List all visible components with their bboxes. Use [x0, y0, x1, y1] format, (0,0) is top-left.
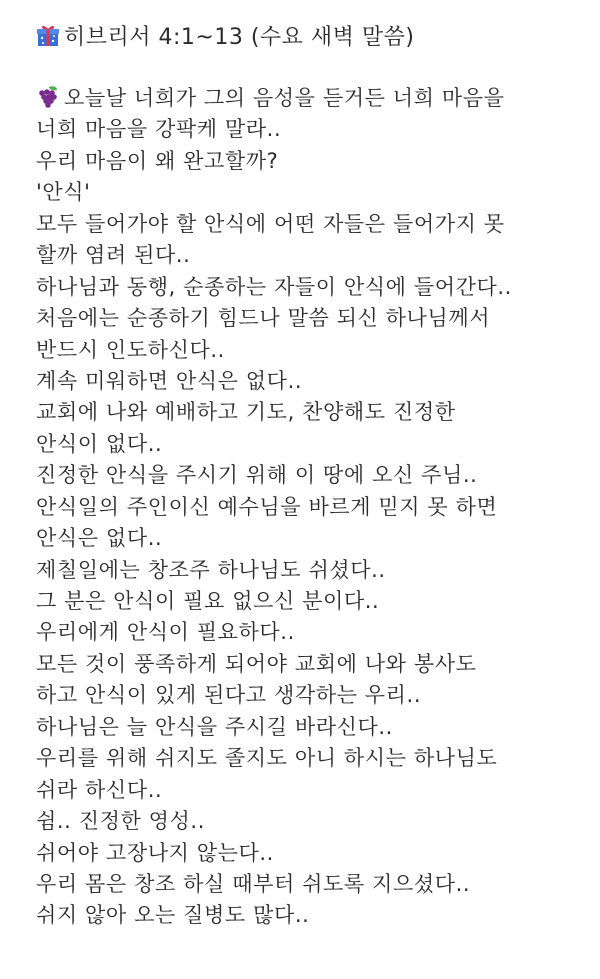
text-line [36, 555, 596, 586]
text-line-content: 하고 안식이 있게 된다고 생각하는 우리.. [36, 683, 422, 708]
text-line [36, 586, 596, 617]
text-line [36, 460, 596, 491]
header [36, 18, 415, 52]
page-title: 히브리서 4:1~13 (수요 새벽 말씀) [64, 24, 415, 50]
text-line-content: 우리 마음이 왜 완고할까? [36, 148, 279, 173]
text-line [36, 743, 596, 774]
text-line [36, 492, 596, 523]
text-line [36, 775, 596, 806]
text-line-content: 안식이 없다.. [36, 431, 163, 456]
text-line [36, 114, 596, 145]
text-line [36, 649, 596, 680]
text-line [36, 83, 596, 114]
text-line-content: 반드시 인도하신다.. [36, 337, 225, 362]
text-line-content: 처음에는 순종하기 힘드나 말씀 되신 하나님께서 [36, 306, 491, 331]
text-line-content: 쉬어야 고장나지 않는다.. [36, 840, 274, 865]
text-line [36, 366, 596, 397]
text-line [36, 523, 596, 554]
gift-icon [36, 23, 60, 47]
text-line [36, 429, 596, 460]
text-line-content: 너희 마음을 강팍케 말라.. [36, 117, 282, 142]
text-line [36, 869, 596, 900]
text-line [36, 712, 596, 743]
text-line-content: 쉼.. 진정한 영성.. [36, 809, 205, 834]
text-line-content: 제칠일에는 창조주 하나님도 쉬셨다.. [36, 557, 386, 582]
text-line-content: 우리 몸은 창조 하실 때부터 쉬도록 지으셨다.. [36, 871, 471, 896]
text-line [36, 303, 596, 334]
text-line [36, 617, 596, 648]
grape-icon [36, 85, 60, 109]
text-line-content: 하나님은 늘 안식을 주시길 바라신다.. [36, 714, 393, 739]
text-line-content: 쉬라 하신다.. [36, 777, 163, 802]
text-line [36, 209, 596, 240]
text-line [36, 838, 596, 869]
text-line-content: 안식은 없다.. [36, 526, 163, 551]
text-line [36, 806, 596, 837]
text-line-content: 모두 들어가야 할 안식에 어떤 자들은 들어가지 못 [36, 211, 505, 236]
text-line [36, 272, 596, 303]
text-line [36, 146, 596, 177]
text-line-content: 오늘날 너희가 그의 음성을 듣거든 너희 마음을 [64, 86, 505, 110]
sermon-notes [36, 83, 596, 932]
text-line-content: 모든 것이 풍족하게 되어야 교회에 나와 봉사도 [36, 651, 477, 676]
text-line [36, 335, 596, 366]
text-line-content: 쉬지 않아 오는 질병도 많다.. [36, 903, 310, 928]
text-line [36, 680, 596, 711]
text-line-content: 할까 염려 된다.. [36, 243, 191, 268]
text-line-content: 우리를 위해 쉬지도 졸지도 아니 하시는 하나님도 [36, 746, 498, 771]
text-line [36, 177, 596, 208]
text-line-content: 교회에 나와 예배하고 기도, 찬양해도 진정한 [36, 400, 456, 425]
text-line-content: 우리에게 안식이 필요하다.. [36, 620, 295, 645]
text-line-content: 그 분은 안식이 필요 없으신 분이다.. [36, 589, 380, 613]
text-line-content: '안식' [36, 180, 91, 205]
text-line [36, 240, 596, 271]
text-line-content: 진정한 안식을 주시기 위해 이 땅에 오신 주님.. [36, 463, 478, 488]
text-line [36, 397, 596, 428]
text-line-content: 안식일의 주인이신 예수님을 바르게 믿지 못 하면 [36, 494, 498, 519]
text-line-content: 계속 미워하면 안식은 없다.. [36, 368, 303, 393]
text-line [36, 900, 596, 931]
text-line-content: 하나님과 동행, 순종하는 자들이 안식에 들어간다.. [36, 274, 512, 299]
